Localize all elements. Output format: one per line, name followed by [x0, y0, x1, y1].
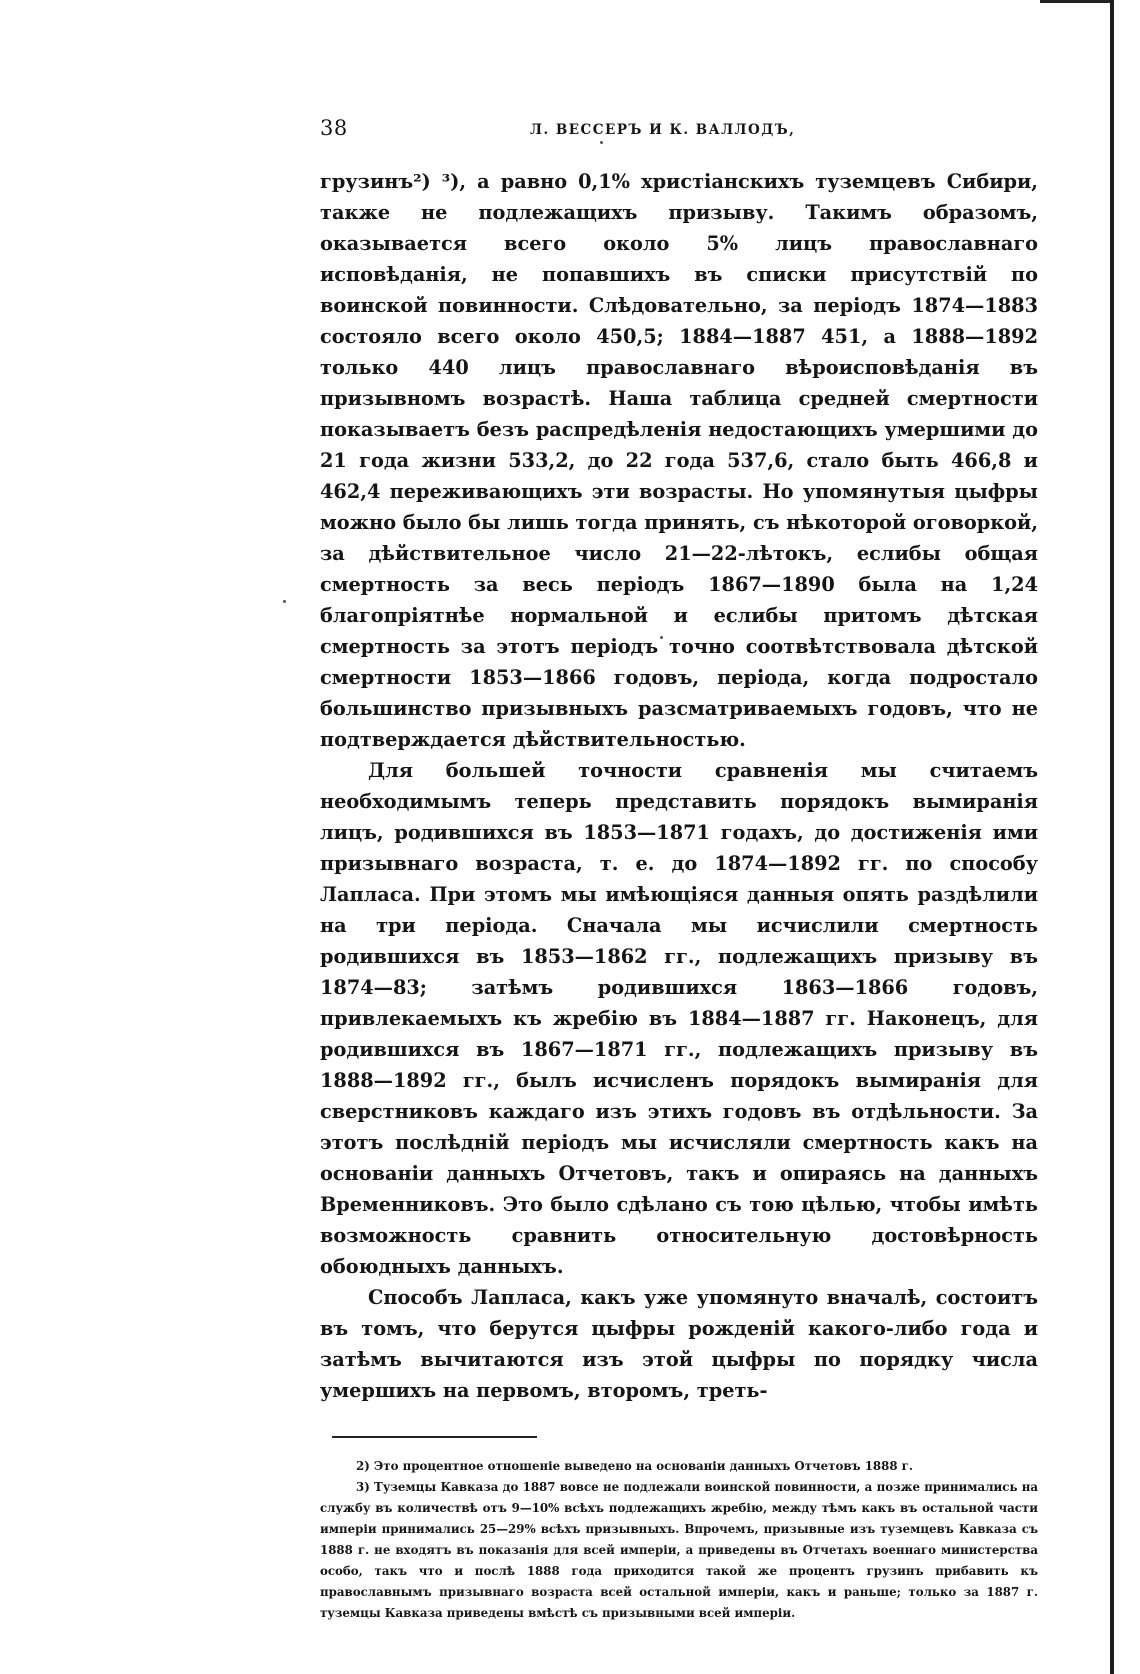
footnote-3: 3) Туземцы Кавказа до 1887 вовсе не подлежали воинской повинности, а позже принимались на службу въ количествѣ отъ 9—10% всѣхъ подлежащихъ жребію, между тѣмъ какъ въ остальной части имперіи принимались 25—29% всѣхъ призывныхъ. Впрочемъ, призывные изъ туземцевъ Кавказа съ 1888 г. не входятъ въ показанія для всей имперіи, а приведены въ Отчетахъ военнаго министерства особо, такъ что и послѣ 1888 года приходится такой же процентъ грузинъ прибавить къ православнымъ призывнаго возраста всей остальной имперіи, какъ и раньше; только за 1887 г. туземцы Кавказа приведены вмѣстѣ съ призывными всей имперіи.	[320, 1480, 1038, 1620]
book-page	[320, 112, 1038, 1624]
footnote-divider	[332, 1436, 537, 1438]
body-text	[320, 166, 1038, 1406]
scan-page-edge	[1110, 0, 1114, 1674]
running-head	[320, 112, 1038, 152]
scan-speck	[283, 600, 286, 603]
running-title: Л. ВЕССЕРЪ И К. ВАЛЛОДЪ,	[530, 122, 796, 138]
footnotes	[320, 1456, 1038, 1624]
page-number: 38	[320, 116, 348, 140]
paragraph-continued: грузинъ²) ³), а равно 0,1% христіанскихъ туземцевъ Сибири, также не подлежащихъ призыву. Такимъ образомъ, оказывается всего около 5% лицъ православнаго исповѣданія, не попавшихъ въ списки присутствій по воинской повинности. Слѣдовательно, за періодъ 1874—1883 состояло всего около 450,5; 1884—1887 451, а 1888—1892 только 440 лицъ православнаго вѣроисповѣданія въ призывномъ возрастѣ. Наша таблица средней смертности показываетъ безъ распредѣленія недостающихъ умершими до 21 года жизни 533,2, до 22 года 537,6, стало быть 466,8 и 462,4 переживающихъ эти возрасты. Но упомянутыя цыфры можно было бы лишь тогда принять, съ нѣкоторой оговоркой, за дѣйствительное число 21—22-лѣтокъ, еслибы общая смертность за весь періодъ 1867—1890 была на 1,24 благопріятнѣе нормальной и еслибы притомъ дѣтская смертность за этотъ періодъ точно соотвѣтствовала дѣтской смертности 1853—1866 годовъ, періода, когда подростало большинство призывныхъ разсматриваемыхъ годовъ, что не подтверждается дѣйствительностью.	[320, 170, 1038, 751]
footnote-2: 2) Это процентное отношеніе выведено на основаніи данныхъ Отчетовъ 1888 г.	[356, 1459, 913, 1473]
paragraph: Для большей точности сравненія мы считаемъ необходимымъ теперь представить порядокъ вымиранія лицъ, родившихся въ 1853—1871 годахъ, до достиженія ими призывнаго возраста, т. е. до 1874—1892 гг. по способу Лапласа. При этомъ мы имѣющіяся данныя опять раздѣлили на три періода. Сначала мы исчислили смертность родившихся въ 1853—1862 гг., подлежащихъ призыву въ 1874—83; затѣмъ родившихся 1863—1866 годовъ, привлекаемыхъ къ жребію въ 1884—1887 гг. Наконецъ, для родившихся въ 1867—1871 гг., подлежащихъ призыву въ 1888—1892 гг., былъ исчисленъ порядокъ вымиранія для сверстниковъ каждаго изъ этихъ годовъ въ отдѣльности. За этотъ послѣдній періодъ мы исчисляли смертность какъ на основаніи данныхъ Отчетовъ, такъ и опираясь на данныхъ Временниковъ. Это было сдѣлано съ тою цѣлью, чтобы имѣть возможность сравнить относительную достовѣрность обоюдныхъ данныхъ.	[320, 759, 1038, 1278]
paragraph: Способъ Лапласа, какъ уже упомянуто вначалѣ, состоитъ въ томъ, что берутся цыфры рожденій какого-либо года и затѣмъ вычитаются изъ этой цыфры по порядку числа умершихъ на первомъ, второмъ, треть-	[320, 1286, 1038, 1402]
scan-edge-mark	[1040, 0, 1110, 9]
